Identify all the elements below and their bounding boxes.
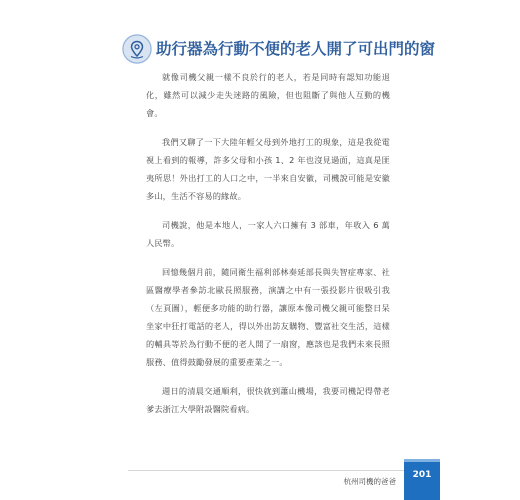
paragraph: 司機說，他是本地人，一家人六口擁有 3 部車，年收入 6 萬人民幣。 xyxy=(146,220,390,248)
paragraph: 就像司機父親一樣不良於行的老人，若是同時有認知功能退化，雖然可以減少走失迷路的風險，但也阻斷了與他人互動的機會。 xyxy=(146,72,390,118)
article-body xyxy=(146,68,390,429)
running-title: 杭州司機的爸爸 xyxy=(343,477,396,486)
section-title: 助行器為行動不便的老人開了可出門的窗 xyxy=(156,40,436,58)
paragraph: 回憶幾個月前，隨同衛生福利部林奏延部長與失智症專家、社區醫療學者參訪北歐長照服務，演講之中有一張投影片很吸引我（左頁圖），輕便多功能的助行器，讓原本像司機父親可能整日呆坐家中狂打電話的老人，得以外出訪友購物、豐富社交生活，這樣的輔具等於為行動不便的老人開了一扇窗，應該也是我們未來長照服務、值得鼓勵發展的重要產業之一。 xyxy=(146,267,390,367)
location-pin-icon xyxy=(122,34,152,64)
paragraph: 我們又聊了一下大陸年輕父母到外地打工的現象，這是我從電視上看到的報導，許多父母和小孩 1、2 年也沒見過面，這真是匪夷所思！外出打工的人口之中，一半來自安徽，司機說可能是安徽多山，生活不容易的緣故。 xyxy=(146,137,390,201)
footer-divider xyxy=(128,470,404,471)
page-number: 201 xyxy=(404,462,440,500)
paragraph: 週日的清晨交通順利，很快就到蕭山機場，我要司機記得帶老爹去浙江大學附設醫院看病。 xyxy=(146,386,390,414)
